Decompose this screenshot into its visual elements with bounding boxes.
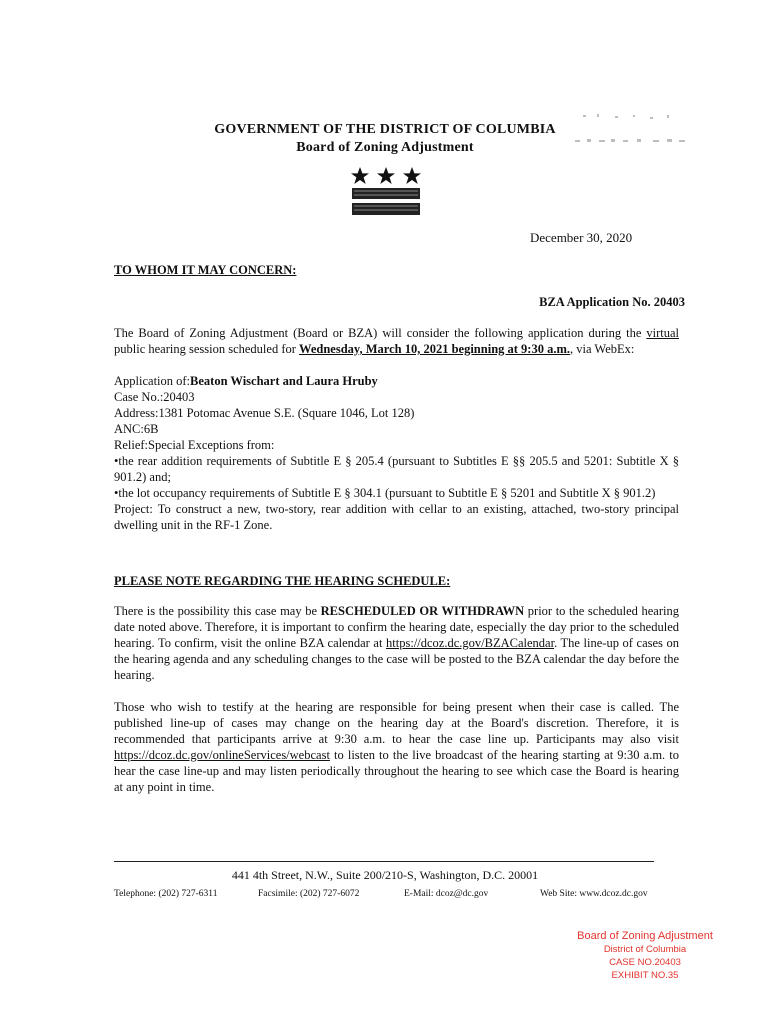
notice-p1-text-a: There is the possibility this case may be [114, 604, 321, 618]
exhibit-case-number: CASE NO.20403 [609, 957, 681, 968]
footer-divider [114, 861, 654, 862]
dc-flag-logo [350, 166, 422, 218]
applicant-label: Application of: [114, 374, 191, 388]
footer-telephone: Telephone: (202) 727-6311 [114, 889, 218, 899]
footer-address: 441 4th Street, N.W., Suite 200/210-S, Washington, D.C. 20001 [231, 868, 539, 882]
footer-email: E-Mail: dcoz@dc.gov [404, 889, 489, 899]
footer-facsimile: Facsimile: (202) 727-6072 [258, 889, 360, 899]
relief: Relief:Special Exceptions from: [114, 438, 275, 452]
intro-paragraph [114, 325, 679, 357]
webcast-link[interactable]: https://dcoz.dc.gov/onlineServices/webcast [114, 748, 330, 762]
notice-paragraph-1 [114, 603, 679, 683]
notice-p2-text-a: Those who wish to testify at the hearing are responsible for being present when their case is called. The published line-up of cases may change on the hearing day at the Board's discretion. Therefore, it is recommended that participants arrive at 9:30 a.m. to hear the case line up. Participants may also visit [114, 700, 679, 746]
rescheduled-warning: RESCHEDULED OR WITHDRAWN [320, 604, 525, 618]
star-icon [351, 167, 421, 184]
case-number: Case No.:20403 [114, 390, 195, 404]
footer-website: Web Site: www.dcoz.dc.gov [540, 889, 648, 899]
salutation: TO WHOM IT MAY CONCERN: [114, 263, 297, 277]
intro-text-3: , via WebEx: [570, 342, 635, 356]
receiving-stamp-marks [575, 112, 695, 152]
virtual-text: virtual [646, 326, 679, 340]
flag-stripe-icon [352, 188, 420, 215]
anc: ANC:6B [114, 422, 159, 436]
notice-p1-text-c: prior to the scheduled hearing date noted above. Therefore, it is important to confirm the hearing date, especially the day prior to the scheduled hearing. To confirm, visit the online BZA calendar at [114, 604, 679, 650]
applicant-name: Beaton Wischart and Laura Hruby [190, 374, 378, 388]
bza-calendar-link[interactable]: https://dcoz.dc.gov/BZACalendar [386, 636, 555, 650]
letter-date: December 30, 2020 [530, 230, 633, 245]
notice-p1-text-d: . The line-up of cases on the hearing agenda and any scheduling changes to the case will be posted to the BZA calendar the day before the hearing. [114, 636, 679, 682]
application-number: BZA Application No. 20403 [539, 295, 685, 309]
hearing-date-time: Wednesday, March 10, 2021 beginning at 9:30 a.m. [299, 342, 571, 356]
board-title: Board of Zoning Adjustment [296, 140, 474, 155]
relief-item-1: •the rear addition requirements of Subtitle E § 205.4 (pursuant to Subtitles E §§ 205.5 and 5201: Subtitle X § 901.2) and; [114, 454, 679, 484]
intro-text-1: The Board of Zoning Adjustment (Board or BZA) will consider the following application during the [114, 326, 647, 340]
exhibit-district: District of Columbia [603, 944, 687, 955]
intro-text-2: public hearing session scheduled for [114, 342, 300, 356]
notice-heading: PLEASE NOTE REGARDING THE HEARING SCHEDULE: [114, 574, 451, 588]
application-details [114, 373, 679, 533]
notice-paragraph-2 [114, 699, 679, 795]
project-description: Project: To construct a new, two-story, rear addition with cellar to an existing, attached, two-story principal dwelling unit in the RF-1 Zone. [114, 502, 679, 532]
notice-p2-text-b: to listen to the live broadcast of the hearing starting at 9:30 a.m. to hear the case line-up and may listen periodically throughout the hearing to see which case the Board is hearing at any point in time. [114, 748, 679, 794]
relief-item-2: •the lot occupancy requirements of Subtitle E § 304.1 (pursuant to Subtitle E § 5201 and Subtitle X § 901.2) [114, 486, 656, 500]
property-address: Address:1381 Potomac Avenue S.E. (Square 1046, Lot 128) [114, 406, 415, 420]
government-title: GOVERNMENT OF THE DISTRICT OF COLUMBIA [214, 122, 556, 137]
exhibit-stamp [560, 930, 730, 982]
applicant-line [114, 373, 679, 389]
exhibit-board: Board of Zoning Adjustment [577, 930, 713, 942]
exhibit-number: EXHIBIT NO.35 [611, 970, 679, 981]
